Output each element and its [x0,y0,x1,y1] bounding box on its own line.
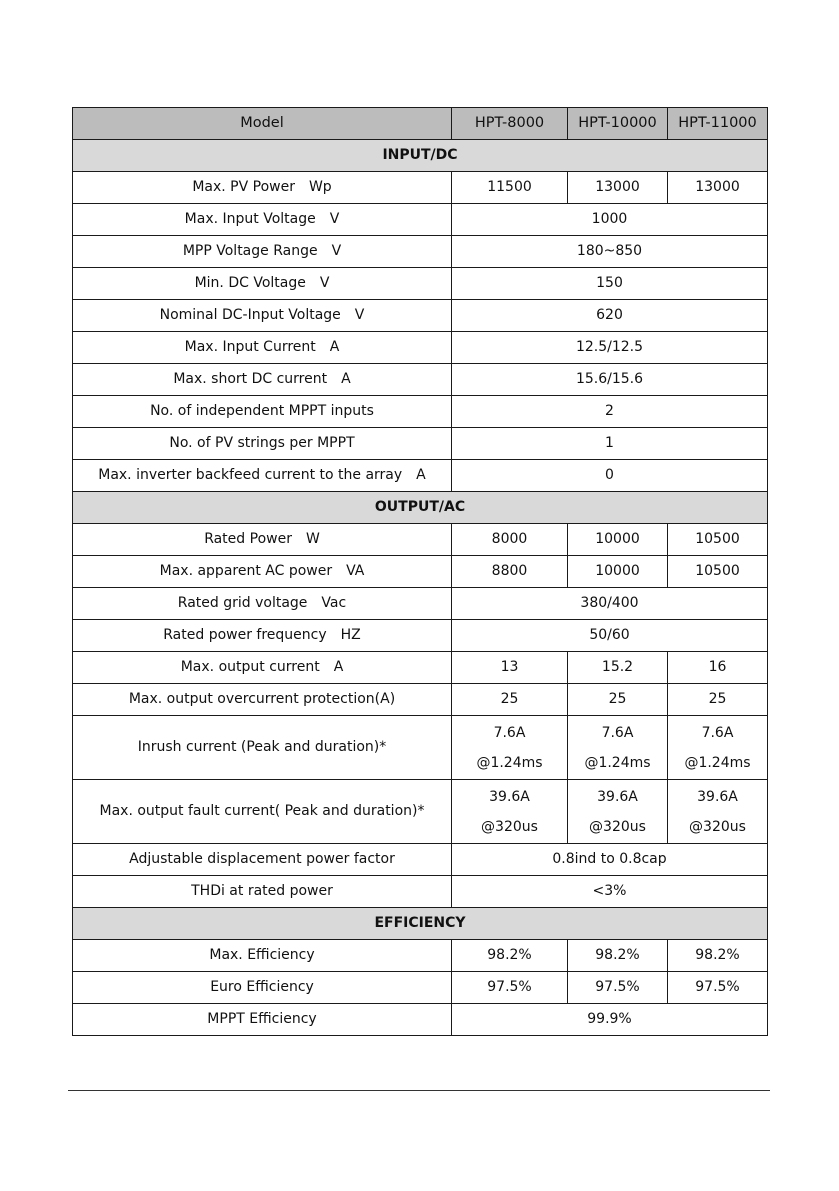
section-title: EFFICIENCY [73,908,768,940]
row-label: Max. Input Current A [73,332,452,364]
row-label: Max. Input Voltage V [73,204,452,236]
cell-value: 13 [452,652,568,684]
section-output-ac [73,492,768,524]
cell-value [668,716,768,780]
table-row [73,716,768,780]
cell-value: 10000 [568,556,668,588]
table-row [73,844,768,876]
table-row [73,460,768,492]
section-input-dc [73,140,768,172]
table-row [73,268,768,300]
table-row [73,172,768,204]
row-label: Max. inverter backfeed current to the array A [73,460,452,492]
cell-value: 99.9% [452,1004,768,1036]
spec-table [72,107,768,1036]
duration-value: @1.24ms [584,754,651,771]
row-label: No. of PV strings per MPPT [73,428,452,460]
cell-value: 620 [452,300,768,332]
cell-value: 25 [668,684,768,716]
header-model-hpt-10000: HPT-10000 [568,108,668,140]
row-label: Max. output fault current( Peak and duration)* [73,780,452,844]
duration-value: @1.24ms [476,754,543,771]
cell-value: 50/60 [452,620,768,652]
cell-value: 10500 [668,524,768,556]
cell-value [452,780,568,844]
duration-value: @320us [589,818,646,835]
row-label: MPPT Efficiency [73,1004,452,1036]
row-label: THDi at rated power [73,876,452,908]
table-row [73,588,768,620]
footer-divider [68,1090,770,1091]
table-row [73,684,768,716]
cell-value: 0.8ind to 0.8cap [452,844,768,876]
row-label: Max. output overcurrent protection(A) [73,684,452,716]
cell-value: 13000 [568,172,668,204]
table-row [73,620,768,652]
row-label: Nominal DC-Input Voltage V [73,300,452,332]
cell-value: 13000 [668,172,768,204]
section-efficiency [73,908,768,940]
cell-value: 1 [452,428,768,460]
header-model-hpt-8000: HPT-8000 [452,108,568,140]
table-row [73,364,768,396]
cell-value: 10500 [668,556,768,588]
row-label: Rated grid voltage Vac [73,588,452,620]
duration-value: @320us [481,818,538,835]
row-label: Min. DC Voltage V [73,268,452,300]
table-row [73,332,768,364]
row-label: Max. Efficiency [73,940,452,972]
table-row [73,972,768,1004]
cell-value: 1000 [452,204,768,236]
peak-value: 39.6A [697,788,738,805]
cell-value: 8000 [452,524,568,556]
cell-value: 10000 [568,524,668,556]
cell-value: 8800 [452,556,568,588]
cell-value: 16 [668,652,768,684]
peak-value: 7.6A [601,724,634,741]
row-label: Max. apparent AC power VA [73,556,452,588]
table-row [73,876,768,908]
section-title: OUTPUT/AC [73,492,768,524]
cell-value [668,780,768,844]
row-label: Rated power frequency HZ [73,620,452,652]
cell-value: 97.5% [668,972,768,1004]
duration-value: @1.24ms [684,754,751,771]
row-label: Rated Power W [73,524,452,556]
duration-value: @320us [689,818,746,835]
table-row [73,940,768,972]
section-title: INPUT/DC [73,140,768,172]
cell-value: 0 [452,460,768,492]
table-row [73,236,768,268]
cell-value: 150 [452,268,768,300]
peak-value: 7.6A [493,724,526,741]
table-row [73,652,768,684]
cell-value: 98.2% [452,940,568,972]
peak-value: 7.6A [701,724,734,741]
row-label: No. of independent MPPT inputs [73,396,452,428]
cell-value: 2 [452,396,768,428]
row-label: Max. output current A [73,652,452,684]
cell-value: 25 [568,684,668,716]
header-row [73,108,768,140]
cell-value: 98.2% [668,940,768,972]
table-row [73,428,768,460]
cell-value: 97.5% [568,972,668,1004]
table-row [73,780,768,844]
cell-value: 25 [452,684,568,716]
header-model-hpt-11000: HPT-11000 [668,108,768,140]
cell-value: 180~850 [452,236,768,268]
row-label: Inrush current (Peak and duration)* [73,716,452,780]
table-row [73,524,768,556]
cell-value [568,716,668,780]
cell-value: 15.2 [568,652,668,684]
cell-value: 98.2% [568,940,668,972]
cell-value [568,780,668,844]
table-row [73,556,768,588]
row-label: MPP Voltage Range V [73,236,452,268]
cell-value: 11500 [452,172,568,204]
table-row [73,300,768,332]
peak-value: 39.6A [597,788,638,805]
cell-value [452,716,568,780]
table-row [73,204,768,236]
header-model: Model [73,108,452,140]
cell-value: <3% [452,876,768,908]
peak-value: 39.6A [489,788,530,805]
table-row [73,396,768,428]
row-label: Euro Efficiency [73,972,452,1004]
cell-value: 15.6/15.6 [452,364,768,396]
cell-value: 380/400 [452,588,768,620]
cell-value: 97.5% [452,972,568,1004]
row-label: Adjustable displacement power factor [73,844,452,876]
row-label: Max. PV Power Wp [73,172,452,204]
table-row [73,1004,768,1036]
row-label: Max. short DC current A [73,364,452,396]
cell-value: 12.5/12.5 [452,332,768,364]
